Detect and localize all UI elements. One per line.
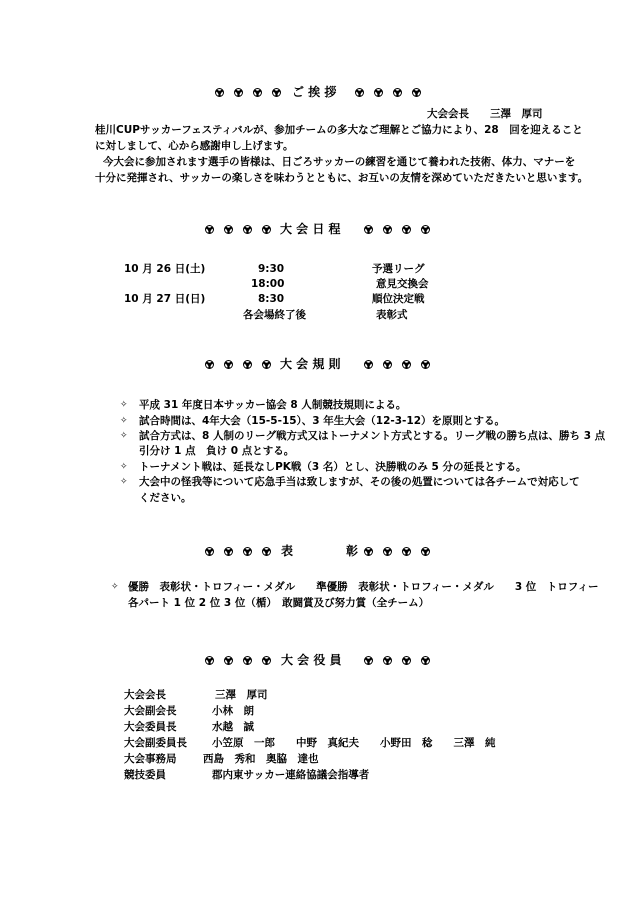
soccer-ball-icon — [364, 225, 373, 234]
officials-title: 大 会 役 員 — [281, 653, 342, 667]
soccer-ball-icon — [364, 656, 373, 665]
rules-title: 大 会 規 則 — [280, 357, 341, 371]
greeting-line: 十分に発揮され、サッカーの楽しさを味わうとともに、お互いの友情を深めていただきたいと思います。 — [95, 172, 589, 184]
soccer-ball-icon — [421, 225, 430, 234]
official-names: 西島 秀和 奥脇 達也 — [203, 753, 319, 765]
rules-heading — [0, 355, 636, 375]
schedule-event: 順位決定戦 — [372, 293, 425, 305]
soccer-ball-icon — [243, 225, 252, 234]
soccer-ball-icon — [355, 88, 364, 97]
soccer-ball-icon — [262, 656, 271, 665]
official-names: 小林 朗 — [212, 705, 254, 717]
soccer-ball-icon — [205, 547, 214, 556]
soccer-ball-icon — [224, 656, 233, 665]
soccer-ball-icon — [383, 547, 392, 556]
soccer-ball-icon — [421, 656, 430, 665]
schedule-event: 意見交換会 — [376, 278, 429, 290]
diamond-bullet-icon: ✧ — [111, 582, 119, 592]
schedule-event: 予選リーグ — [372, 263, 425, 275]
awards-line: 優勝 表彰状・トロフィー・メダル 準優勝 表彰状・トロフィー・メダル 3 位 トロフィー — [128, 581, 599, 593]
official-role: 大会委員長 — [124, 721, 177, 733]
soccer-ball-icon — [402, 656, 411, 665]
soccer-ball-icon — [224, 547, 233, 556]
schedule-time: 8:30 — [258, 293, 285, 305]
schedule-date: 10 月 27 日(日) — [124, 293, 206, 305]
soccer-ball-icon — [215, 88, 224, 97]
soccer-ball-icon — [234, 88, 243, 97]
soccer-ball-icon — [262, 360, 271, 369]
officials-heading — [0, 651, 636, 671]
schedule-date: 10 月 26 日(土) — [124, 263, 206, 275]
schedule-time: 9:30 — [258, 263, 285, 275]
schedule-heading — [0, 220, 636, 240]
official-role: 大会会長 — [124, 689, 166, 701]
soccer-ball-icon — [205, 360, 214, 369]
official-names: 水越 誠 — [212, 721, 254, 733]
diamond-bullet-icon: ✧ — [120, 416, 128, 426]
awards-line: 各パート 1 位 2 位 3 位（楯） 敢闘賞及び努力賞（全チーム） — [128, 597, 430, 609]
soccer-ball-icon — [243, 360, 252, 369]
rule-item: 大会中の怪我等について応急手当は致しますが、その後の処置については各チームで対応して — [139, 476, 580, 488]
soccer-ball-icon — [243, 547, 252, 556]
awards-title-right: 彰 — [346, 544, 359, 558]
soccer-ball-icon — [364, 360, 373, 369]
awards-heading — [0, 542, 636, 562]
soccer-ball-icon — [205, 656, 214, 665]
soccer-ball-icon — [253, 88, 262, 97]
diamond-bullet-icon: ✧ — [120, 431, 128, 441]
soccer-ball-icon — [412, 88, 421, 97]
soccer-ball-icon — [243, 656, 252, 665]
official-role: 大会副委員長 — [124, 737, 187, 749]
soccer-ball-icon — [421, 360, 430, 369]
schedule-event: 表彰式 — [376, 309, 408, 321]
rule-item: 試合時間は、4年大会（15-5-15）、3 年生大会（12-3-12）を原則とする。 — [139, 415, 506, 427]
soccer-ball-icon — [272, 88, 281, 97]
soccer-ball-icon — [262, 547, 271, 556]
soccer-ball-icon — [402, 225, 411, 234]
soccer-ball-icon — [364, 547, 373, 556]
awards-title-left: 表 — [281, 544, 294, 558]
greeting-line: に対しまして、心から感謝申し上げます。 — [95, 140, 294, 152]
soccer-ball-icon — [205, 225, 214, 234]
official-names: 小笠原 一郎 中野 真紀夫 小野田 稔 三澤 純 — [212, 737, 496, 749]
schedule-time: 18:00 — [251, 278, 285, 290]
diamond-bullet-icon: ✧ — [120, 477, 128, 487]
soccer-ball-icon — [421, 547, 430, 556]
rule-item: 平成 31 年度日本サッカー協会 8 人制競技規則による。 — [139, 399, 407, 411]
diamond-bullet-icon: ✧ — [120, 400, 128, 410]
schedule-time: 各会場終了後 — [243, 309, 306, 321]
official-role: 大会副会長 — [124, 705, 177, 717]
greeting-line: 今大会に参加されます選手の皆様は、日ごろサッカーの練習を通じて養われた技術、体力、マナーを — [103, 156, 576, 168]
soccer-ball-icon — [383, 656, 392, 665]
soccer-ball-icon — [224, 360, 233, 369]
rule-item-continued: 引分け 1 点 負け 0 点とする。 — [139, 445, 295, 457]
soccer-ball-icon — [262, 225, 271, 234]
soccer-ball-icon — [393, 88, 402, 97]
greeting-line: 桂川CUPサッカーフェスティバルが、参加チームの多大なご理解とご協力により、28 回を迎えること — [95, 124, 583, 136]
official-names: 郡内東サッカー連絡協議会指導者 — [212, 769, 370, 781]
diamond-bullet-icon: ✧ — [120, 462, 128, 472]
official-role: 競技委員 — [124, 769, 166, 781]
soccer-ball-icon — [402, 547, 411, 556]
rule-item: 試合方式は、8 人制のリーグ戦方式又はトーナメント方式とする。リーグ戦の勝ち点は、勝ち 3 点 — [139, 430, 606, 442]
soccer-ball-icon — [224, 225, 233, 234]
soccer-ball-icon — [383, 225, 392, 234]
greeting-title: ご 挨 拶 — [292, 85, 337, 99]
schedule-title: 大 会 日 程 — [280, 222, 341, 236]
soccer-ball-icon — [383, 360, 392, 369]
soccer-ball-icon — [374, 88, 383, 97]
rule-item-continued: ください。 — [139, 492, 192, 504]
official-role: 大会事務局 — [124, 753, 177, 765]
greeting-signature: 大会会長 三澤 厚司 — [427, 108, 543, 120]
soccer-ball-icon — [402, 360, 411, 369]
rule-item: トーナメント戦は、延長なしPK戦（3 名）とし、決勝戦のみ 5 分の延長とする。 — [139, 461, 527, 473]
greeting-heading — [0, 83, 636, 103]
official-names: 三澤 厚司 — [215, 689, 268, 701]
